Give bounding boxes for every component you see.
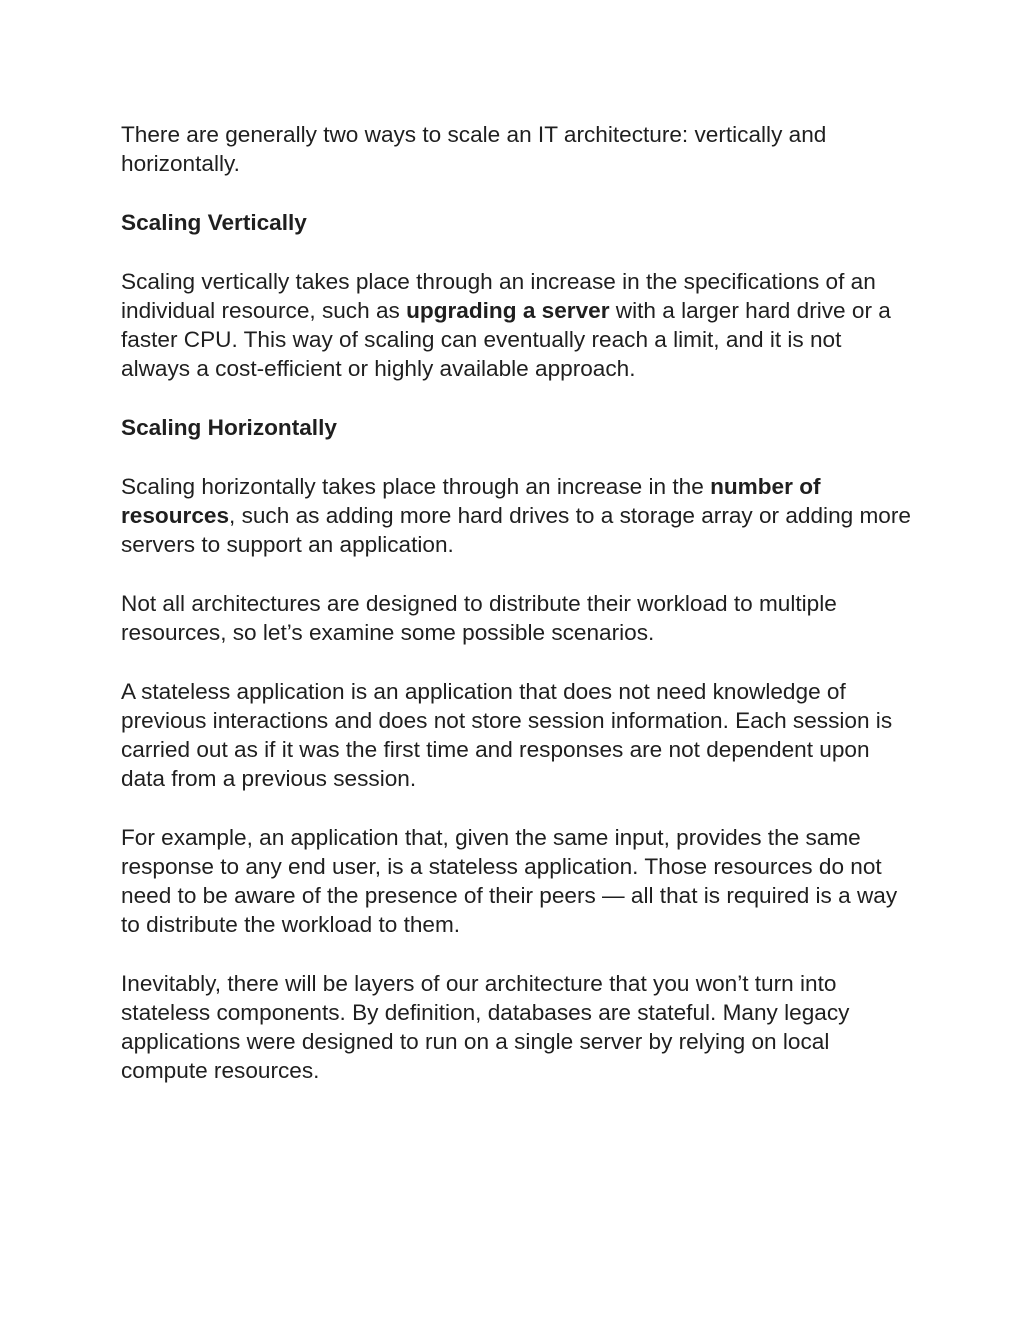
- bold-phrase-upgrading-server: upgrading a server: [406, 298, 610, 323]
- bold-phrase-number-of-resources: number of resources: [121, 474, 821, 528]
- paragraph-example: For example, an application that, given the same input, provides the same response to any end user, is a stateless application. Those resources do not need to be aware of the presence of their peers — all that is required is a way to distribute the workload to them.: [121, 825, 898, 937]
- document-page: [121, 120, 911, 1115]
- paragraph-stateless-application: A stateless application is an application that does not need knowledge of previous interactions and does not store session information. Each session is carried out as if it was the first time and responses are not dependent upon data from a previous session.: [121, 679, 893, 791]
- text-segment: , such as adding more hard drives to a storage array or adding more servers to support an application.: [121, 503, 911, 557]
- text-segment: Scaling vertically takes place through an increase in the specifications of an individual resource, such as: [121, 269, 876, 323]
- heading-scaling-vertically: Scaling Vertically: [121, 210, 307, 235]
- paragraph-scaling-horizontally: [121, 472, 911, 559]
- intro-paragraph: There are generally two ways to scale an IT architecture: vertically and horizontally.: [121, 122, 827, 176]
- paragraph-stateful-layers: Inevitably, there will be layers of our architecture that you won’t turn into stateless components. By definition, databases are stateful. Many legacy applications were designed to run on a single server by relying on local compute resources.: [121, 971, 850, 1083]
- text-segment: Scaling horizontally takes place through an increase in the: [121, 474, 711, 499]
- text-segment: with a larger hard drive or a faster CPU. This way of scaling can eventually reach a limit, and it is not always a cost-efficient or highly available approach.: [121, 298, 891, 381]
- paragraph-scaling-vertically: [121, 267, 911, 383]
- paragraph-architectures: Not all architectures are designed to distribute their workload to multiple resources, so let’s examine some possible scenarios.: [121, 591, 837, 645]
- heading-scaling-horizontally: Scaling Horizontally: [121, 415, 337, 440]
